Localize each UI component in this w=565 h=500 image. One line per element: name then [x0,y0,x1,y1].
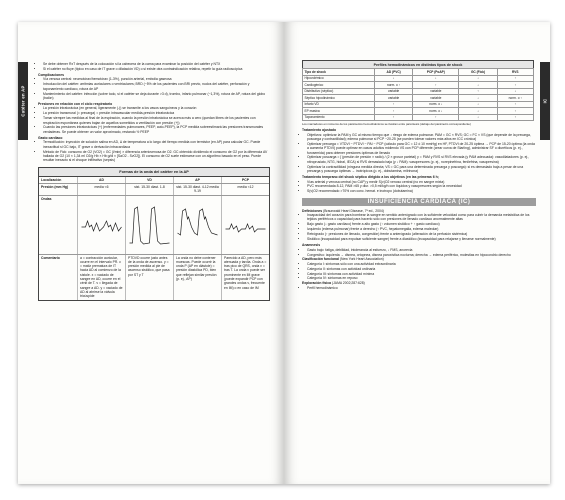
table-note: Los marcadores en números de los parámetros hemodinámicos se ilustran entre paréntesis (debajo del parámetro correspondiente) [302,122,471,127]
bullet: • La presión transmural (= precarga) = presión intravascular medida-presión intratorácica [43,111,270,115]
table-cell: norm. o ↑ [497,95,533,101]
section-source: (JAMA 2002;287:628) [331,281,365,286]
bullet: • La presión intratorácica (en general, ligeramente (-)) se transmite a los vasos sanguíneos y la corazón [43,106,270,110]
waveform-table [38,167,270,300]
bullet: • Vías arterial y venosa central (no CAP) y medir S(v)O2 venoso central (no en sangre mixta) [307,180,536,184]
section-heading: Complicaciones [38,73,65,78]
clasificacion-list [302,262,536,281]
section-heading: Definiciones [302,208,323,213]
waveform-pcp [221,196,269,254]
table-cell: ↑ [459,88,497,94]
table-cell: ↑ [413,114,459,120]
header-cell: Localización [41,177,62,182]
table-cell: ↑ [497,75,533,81]
row-label: Ondas [41,196,52,201]
bullet: • Se debe obtener RxT después de la colocación si la cabecera de la cama para examinar la posición del catéter y NTX [43,62,270,66]
header-cell: AP [173,177,221,183]
bullet: • Método de Fick: consumo de O2 (VO2) = GC (l/min) × diferencia arteriovenosa de O2. GC obtenido dividiendo el consumo de O2 por la diferencia AV hallada de O2 (10 × 1,34 ml O2/g Hb × Hb g/dl × [SaO2 - SvO2]). El consumo de O2 suele estimarse con un algoritmo basado en el peso. Puede resultar inexacto si el choque infiltrativo (sepsis) [43,150,270,163]
bullet: • Si el catéter no fluye (típico en caso de IT grave o dilatación VD) o si existe otra contraindicación relativa, repetir la guía radioscópica [43,67,270,71]
gasto-list [38,140,270,162]
table-cell: ↑ [375,108,413,114]
top-bullets [38,62,270,71]
bullet: • Categoría IV: síntomas en reposo [307,276,536,280]
right-page [284,22,550,484]
bullet: • Perfil hemodinámico [307,286,536,290]
table-cell: ↓ [459,108,497,114]
row-label: Comentario [41,255,60,260]
shock-table [302,60,534,121]
table-row [39,184,269,196]
book-spread [18,22,550,484]
header-cell: RVS [497,69,533,75]
bullet: • Tomar siempre las medidas al final de la espiración, cuando la presión intratorácica se acerca más a cero (quedan libres de los pacientes con respiración espontánea quienes bajan de aquellos sometidos a ventilación con presión (+)) [43,116,270,125]
table-cell: variable [375,95,413,101]
table-cell: ↓ [459,101,497,107]
header-cell: PCP [221,177,269,183]
table-row [303,114,534,120]
table-caption: Perfiles hemodinámicos en distintos tipos de shock [302,60,534,68]
table-row [39,255,269,300]
section-heading: Gasto cardíaco [38,136,63,141]
table-cell: ↓ [497,88,533,94]
table-cell: PTDVD ocurre justo antes de la onda de ascenso. y = presión medida al pie de ascenso sistólico, que pasa por ST y T [125,255,173,300]
table-cell: ↑ [497,114,533,120]
table-row-waveforms [39,196,269,255]
tab-label: Catéter en AP [20,85,26,117]
temprano-list [302,180,536,194]
left-page [18,22,284,484]
bullet: • Congestivo: izquierda → disnea, ortopnea, disnea paroxística nocturna; derecha → edema periférico, molestias en hipocondrio derecho [307,253,536,257]
table-cell: Séptico hipodinámico [303,95,375,101]
table-cell: variable [375,88,413,94]
table-cell: Hipovolémico [303,75,375,81]
table-cell: media <6 [77,184,125,195]
bullet: • Cuando las presiones intratorácicas (+) (enfermedades pulmonares, PEEP, auto-PEEP), la PCP medida sobreestimará las presiones transmurales verdaderas. Se puede obtener un valor aproximado, restando ½ PEEP [43,125,270,134]
table-cell: Taponamiento [303,114,375,120]
section-heading: Tratamiento ajustado [302,128,337,133]
bullet: • Optimizar precarga = VTDVI ~ PTDVI ~ PAI ~ PCP (cálculo para GC = 12 ó 10 mmHg) en HF, PTDVI de 20-25 óptima → PCP de 15-20 óptima (la onda a aumenta PTDVI) puede optimar en casos adultos midiendo VS con PCP diferente (crear curva de Starling), administrar SF o diuréticos (p. ej., furosemida) para obtener presiones óptimas de llenado [307,142,536,155]
row-label: Presión (mm Hg) [41,184,69,189]
bullet: • Gasto bajo: fatiga, debilidad, intolerancia al esfuerzo, ↓ FMS, anorexia [307,248,536,252]
anamnesis-list [302,248,536,257]
table-cell: ↑ [375,101,413,107]
bullet: • Incapacidad del corazón para bombear la sangre en sentido anterógrado con la suficiente velocidad como para cubrir la demanda metabólica de los tejidos periféricos o capacidad para hacerlo sólo con presiones de llenado cardíaco anormalmente altas [307,213,536,222]
table-cell: La onda no debe contener muescas. Puede ocurrir la onda P (AP en diástole) = presión diastólica PD, bien que reflejan similar presión (p. ej., AP) [173,255,221,300]
bullet: • PVC recomendada 8-12, PAM >65 y diur. >0,5 ml/kg/h con líquidos y vasopresores según la necesidad [307,184,536,188]
table-cell: ↑ [497,101,533,107]
table-cell: variable [413,88,459,94]
bullet: • Optimizar poscarga = ∫ (presión de presión × radio) / (2 × grosor parietal) y = PAM y RVS si RVS elevada (y PAM adecuada): vasodilatadores (p. ej., nitroprusiato, NTG, hidral, IECA) si RVS demasiado baja (y ↓ PAM): vasopresores (p. ej., norepinefrina, fenilefrina, vasopresina) [307,155,536,164]
header-cell: AD [77,177,125,183]
table-cell: ↓ [459,114,497,120]
bullet: • Mantenimiento del catéter: infección (sobre todo, si el catéter se deja durante >3 d), trombo, infarto pulmonar (~1,3%), rotura de AP, rotura del globo (balón) [43,92,270,101]
bullet: • Objetivos: optimizar la PAM y GC al mismo tiempo que ↓ riesgo de edema pulmonar. PAM = GC × RVS; GC = FC × VS (que depende de la precarga, poscarga y contractilidad); edema pulmonar si PCP ~20-25 (se pueden tolerar valores más altos en ICC crónica) [307,133,536,142]
table-cell: media <12 [221,184,269,195]
table-caption: Formas de la onda del catéter en la AP [39,168,269,176]
section-heading: Exploración física [302,281,332,286]
table-cell: norm. o ↑ [375,82,413,88]
section-heading: Clasificación funcional [302,257,339,262]
bullet: • Categoría I: síntomas sólo con una actividad extraordinaria [307,262,536,266]
section-heading: Tratamiento temprano del shock séptico dirigido a los objetivos (en las primeras 6 h; [302,175,439,180]
bullet: • Optimizar la contractilidad (ninguna medida directa; VS = GC para una determinada precarga y poscarga): si es demasiado baja a pesar de una precarga y poscarga óptimas → inotrópicos (p. ej., dobutamina, milrinona) [307,165,536,174]
left-content [38,62,270,301]
table-cell: a = contracción auricular, ocurre en el intervalo PR. c = matiz prematura de IT hacia AD al comienzo de la sístole. x = vaciado de sangre en AD, ocurre en el cénit de T. v = llegada de sangre a AD. y = vaciado de AD al abrirse la válvula tricúspide [77,255,125,300]
table-cell: ↑ [497,108,533,114]
section-source: (Braunwald Heart Disease, 7ª ed., 2004) [323,208,384,213]
bullet: • Introducción del catéter: arritmias auriculares o ventriculares; BRD (~5% de los pacientes con BRI previo, nudos del catéter, perforación y taponamiento cardíaco, rotura de AP [43,82,270,91]
header-cell: AD (PVC) [375,69,413,75]
table-cell: Cardiogénico [303,82,375,88]
bullet: • S(v)O2 recomendado >70% con conc. hemat. e inotropo (dobutamina) [307,189,536,193]
table-cell: sist. 15-30 diast. 4-12 media 9-19 [173,184,221,195]
table-cell: ↓ [413,75,459,81]
definiciones-list [302,213,536,241]
bullet: • Bajo gasto (↓ gasto cardíaco) frente a alto gasto (↑ volumen sistólico + ↑ gasto cardíaco) [307,222,536,226]
table-cell: Parecido a AD, pero más atenuada y tardía. Onda a = tras pico de QRS, onda v = tras T. La onda v puede ser prominente en IM grave (puede expandir PCP con grandes ondas v, frecuente en IM) o en caso de IM [221,255,269,300]
section-tab-right [540,62,550,140]
table-cell: Infarto VD [303,101,375,107]
table-cell: variable [413,95,459,101]
section-tab-left [18,62,28,140]
complicaciones-list [38,77,270,100]
header-cell: GC (Fick) [459,69,497,75]
table-cell: ↓ [459,75,497,81]
table-cell: ↓ [459,82,497,88]
header-cell: PCP (PoAP) [413,69,459,75]
table-cell: norm. o ↓ [413,108,459,114]
table-cell: ↑ [497,82,533,88]
waveform-ad [77,196,125,254]
table-cell: ↓ [375,75,413,81]
bullet: • Categoría III: síntomas con actividad mínima [307,272,536,276]
chapter-banner: INSUFICIENCIA CARDÍACA (IC) [302,198,536,206]
table-cell: ↑ [375,114,413,120]
tratamiento-list [302,133,536,173]
table-cell: EP masiva [303,108,375,114]
section-heading: Presiones en relación con el ciclo respiratorio [38,102,113,107]
presiones-list [38,106,270,134]
header-cell: VD [125,177,173,183]
waveform-ap [173,196,221,254]
header-cell: Tipo de shock [303,69,375,75]
exploracion-list [302,286,536,290]
bullet: • Categoría II: síntomas con actividad ordinaria [307,267,536,271]
waveform-vd [125,196,173,254]
bullet: • Retrógrado (↑ presiones de llenado, congestión) frente a anterógrado (alteración de la perfusión sistémica) [307,232,536,236]
right-content [302,60,536,290]
bullet: • Termodilución: inyección de solución salina en AD, Δ de temperatura a lo largo del tiempo medida con termistor (en AP) para calcular GC. Puede inexactitud si GC bajo, IT grave o derivación intracardíaca [43,140,270,149]
section-heading: Anamnesis [302,243,321,248]
bullet: • Vía venosa central: neumotórax/hemotórax (1-3%), punción arterial, embolia gaseosa [43,77,270,81]
table-cell: norm. o ↓ [413,101,459,107]
bullet: • Izquierdo (edema pulmonar) frente a derecho (↑ PVC, hepatomegalia, edema maleolar) [307,227,536,231]
table-header-row [39,177,269,184]
table-cell: Distributivo (séptico) [303,88,375,94]
tab-label: IC [542,98,548,104]
section-source: (New York Heart Association) [339,257,384,262]
bullet: • Sistólico (incapacidad para expulsar suficiente sangre) frente a diastólico (incapacidad para relajarse y llenarse normalmente) [307,237,536,241]
table-cell: ↓ [459,95,497,101]
table-cell: sist. 15-30 diast. 1-8 [125,184,173,195]
table-cell: ↑ [413,82,459,88]
